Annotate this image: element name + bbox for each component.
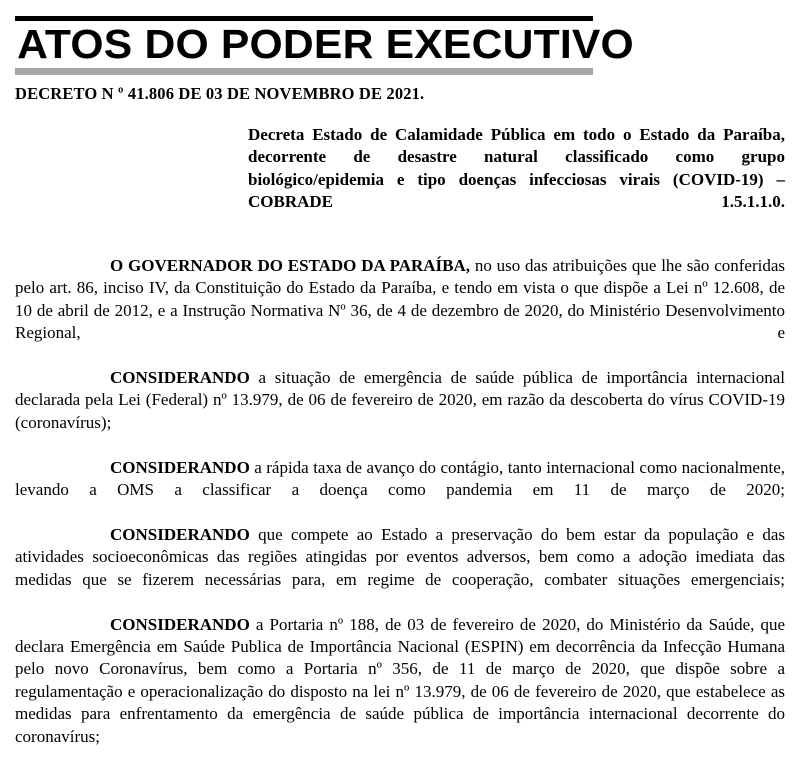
paragraph-text: a Portaria nº 188, de 03 de fevereiro de 2020, do Ministério da Saúde, que declara Emergência em Saúde Publica de Importância Nacional (ESPIN) em decorrência da Infecção Humana pelo novo Coronavírus, bem como a Portaria nº 356, de 11 de março de 2020, que dispõe sobre a regulamentação e operacionalização do disposto na lei nº 13.979, de 06 de fevereiro de 2020, que estabelece as medidas para enfrentamento da emergência de saúde pública de importância internacional decorrente do coronavírus; xyxy=(15,614,785,746)
paragraph-governor xyxy=(15,255,785,367)
masthead xyxy=(15,16,634,75)
paragraph-text: no uso das atribuições que lhe são conferidas pelo art. 86, inciso IV, da Constituição do Estado da Paraíba, e tendo em vista o que dispõe a Lei nº 12.608, de 10 de abril de 2012, e a Instrução Normativa Nº 36, de 4 de dezembro de 2020, do Ministério Desenvolvimento Regional, e xyxy=(15,256,785,343)
considerations-list xyxy=(15,255,785,770)
paragraph-lead: CONSIDERANDO xyxy=(110,614,250,634)
paragraph-lead: CONSIDERANDO xyxy=(110,368,250,388)
paragraph-text: a rápida taxa de avanço do contágio, tanto internacional como nacionalmente, levando a OMS a classificar a doença como pandemia em 11 de março de 2020; xyxy=(15,457,785,500)
paragraph-lead: CONSIDERANDO xyxy=(110,457,250,477)
decree-heading: DECRETO N º 41.806 DE 03 DE NOVEMBRO DE 2021. xyxy=(15,84,425,103)
paragraph-text: a situação de emergência de saúde pública de importância internacional declarada pela Lei (Federal) nº 13.979, de 06 de fevereiro de 2020, em razão da descoberta do vírus COVID-19 (coronavírus); xyxy=(15,368,785,432)
paragraph-considerando-2 xyxy=(15,457,785,524)
paragraph-considerando-4 xyxy=(15,614,785,770)
paragraph-considerando-1 xyxy=(15,367,785,457)
paragraph-considerando-3 xyxy=(15,524,785,614)
paragraph-text: que compete ao Estado a preservação do bem estar da população e das atividades socioeconômicas das regiões atingidas por eventos adversos, bem como a adoção imediata das medidas que se fizerem necessárias para, em regime de cooperação, combater situações emergenciais; xyxy=(15,524,785,589)
document-body xyxy=(15,124,785,770)
paragraph-lead: O GOVERNADOR DO ESTADO DA PARAÍBA, xyxy=(110,256,471,276)
masthead-bottom-rule xyxy=(15,68,593,75)
page-title: ATOS DO PODER EXECUTIVO xyxy=(17,21,634,67)
paragraph-lead: CONSIDERANDO xyxy=(110,524,250,544)
decree-summary: Decreta Estado de Calamidade Pública em todo o Estado da Paraíba, decorrente de desastre natural classificado como grupo biológico/epidemia e tipo doenças infecciosas virais (COVID-19) – COBRADE 1.5.1.1.0. xyxy=(248,125,785,212)
